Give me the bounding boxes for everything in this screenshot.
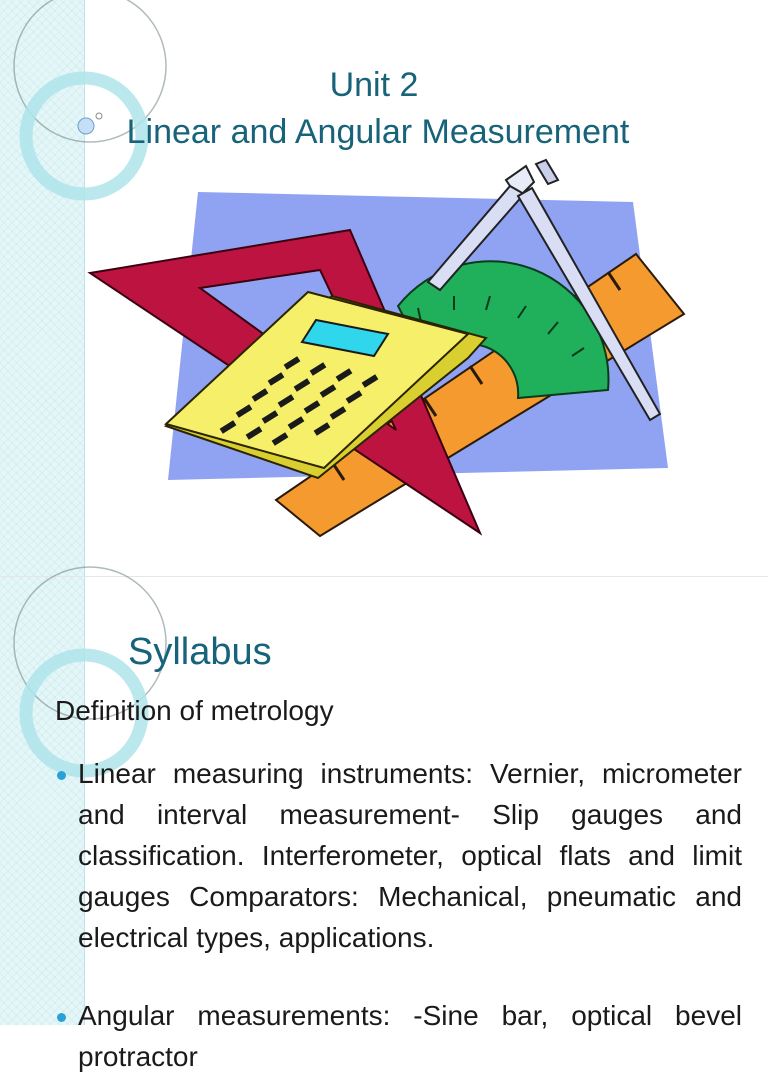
measuring-tools-clipart-icon xyxy=(88,158,700,538)
bullet-dot-icon xyxy=(57,1013,66,1022)
slide-title-line2: Linear and Angular Measurement xyxy=(126,113,630,151)
syllabus-slide xyxy=(0,576,768,1072)
bullet-item-angular: Angular measurements: -Sine bar, optical bevel protractor xyxy=(78,1000,742,1072)
slide-title-line1: Unit 2 xyxy=(329,66,419,104)
definition-text: Definition of metrology xyxy=(55,695,334,726)
syllabus-heading: Syllabus xyxy=(128,631,272,673)
bullet-item-linear: Linear measuring instruments: Vernier, micrometer and interval measurement- Slip gauges and classification. Interferometer, optical flats and limit gauges Comparators: Mechanical, pneumatic and electrical types, applications. xyxy=(78,758,742,953)
bullet-dot-icon xyxy=(57,771,66,780)
